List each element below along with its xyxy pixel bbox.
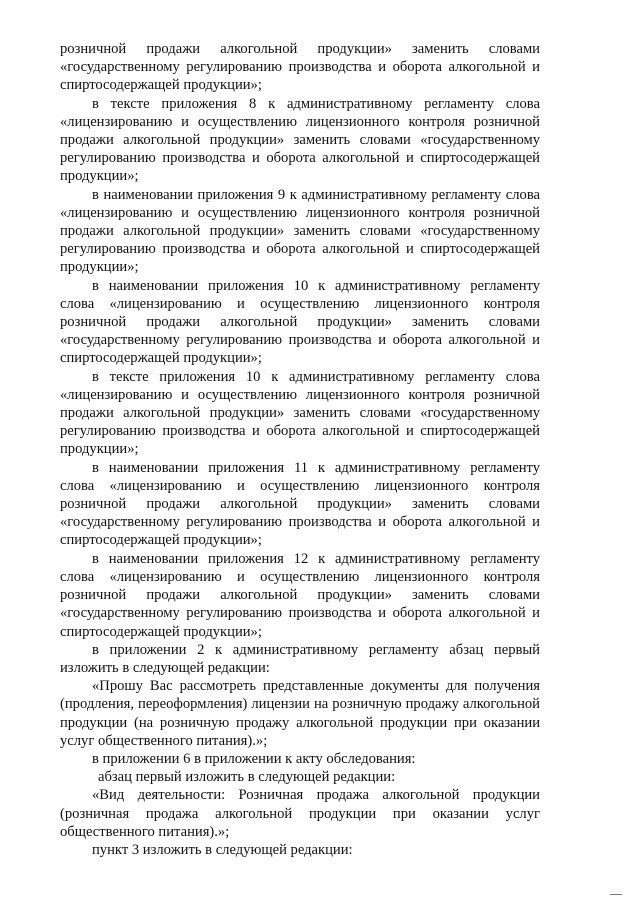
document-page: [60, 40, 540, 859]
paragraph-1: розничной продажи алкогольной продукции» заменить словами «государственному регулированию производства и оборота алкогольной и спиртосодержащей продукции»;: [60, 41, 540, 94]
paragraph-7: в наименовании приложения 12 к административному регламенту слова «лицензированию и осуществлению лицензионного контроля розничной продажи алкогольной продукции» заменить словами «государственному регулированию производства и оборота алкогольной и спиртосодержащей продукции»;: [60, 550, 540, 640]
paragraph-4: в наименовании приложения 10 к административному регламенту слова «лицензированию и осуществлению лицензионного контроля розничной продажи алкогольной продукции» заменить словами «государственному регулированию производства и оборота алкогольной и спиртосодержащей продукции»;: [60, 277, 540, 367]
paragraph-3: в наименовании приложения 9 к административному регламенту слова «лицензированию и осуществлению лицензионного контроля розничной продажи алкогольной продукции» заменить словами «государственному регулированию производства и оборота алкогольной и спиртосодержащей продукции»;: [60, 186, 540, 276]
corner-mark: [610, 894, 622, 895]
paragraph-6: в наименовании приложения 11 к административному регламенту слова «лицензированию и осуществлению лицензионного контроля розничной продажи алкогольной продукции» заменить словами «государственному регулированию производства и оборота алкогольной и спиртосодержащей продукции»;: [60, 459, 540, 549]
paragraph-13: пункт 3 изложить в следующей редакции:: [92, 841, 353, 858]
paragraph-10: в приложении 6 в приложении к акту обследования:: [92, 750, 416, 767]
paragraph-8: в приложении 2 к административному регламенту абзац первый изложить в следующей редакции:: [60, 641, 540, 676]
paragraph-9: «Прошу Вас рассмотреть представленные документы для получения (продления, переоформления) лицензии на розничную продажу алкогольной продукции (на розничную продажу алкогольной продукции при оказании услуг общественного питания).»;: [60, 678, 540, 749]
paragraph-2: в тексте приложения 8 к административному регламенту слова «лицензированию и осуществлению лицензионного контроля розничной продажи алкогольной продукции» заменить словами «государственному регулированию производства и оборота алкогольной и спиртосодержащей продукции»;: [60, 95, 540, 185]
paragraph-12: «Вид деятельности: Розничная продажа алкогольной продукции (розничная продажа алкогольной продукции при оказании услуг общественного питания).»;: [60, 787, 540, 840]
paragraph-5: в тексте приложения 10 к административному регламенту слова «лицензированию и осуществлению лицензионного контроля розничной продажи алкогольной продукции» заменить словами «государственному регулированию производства и оборота алкогольной и спиртосодержащей продукции»;: [60, 368, 540, 458]
paragraph-11: абзац первый изложить в следующей редакции:: [98, 769, 396, 786]
